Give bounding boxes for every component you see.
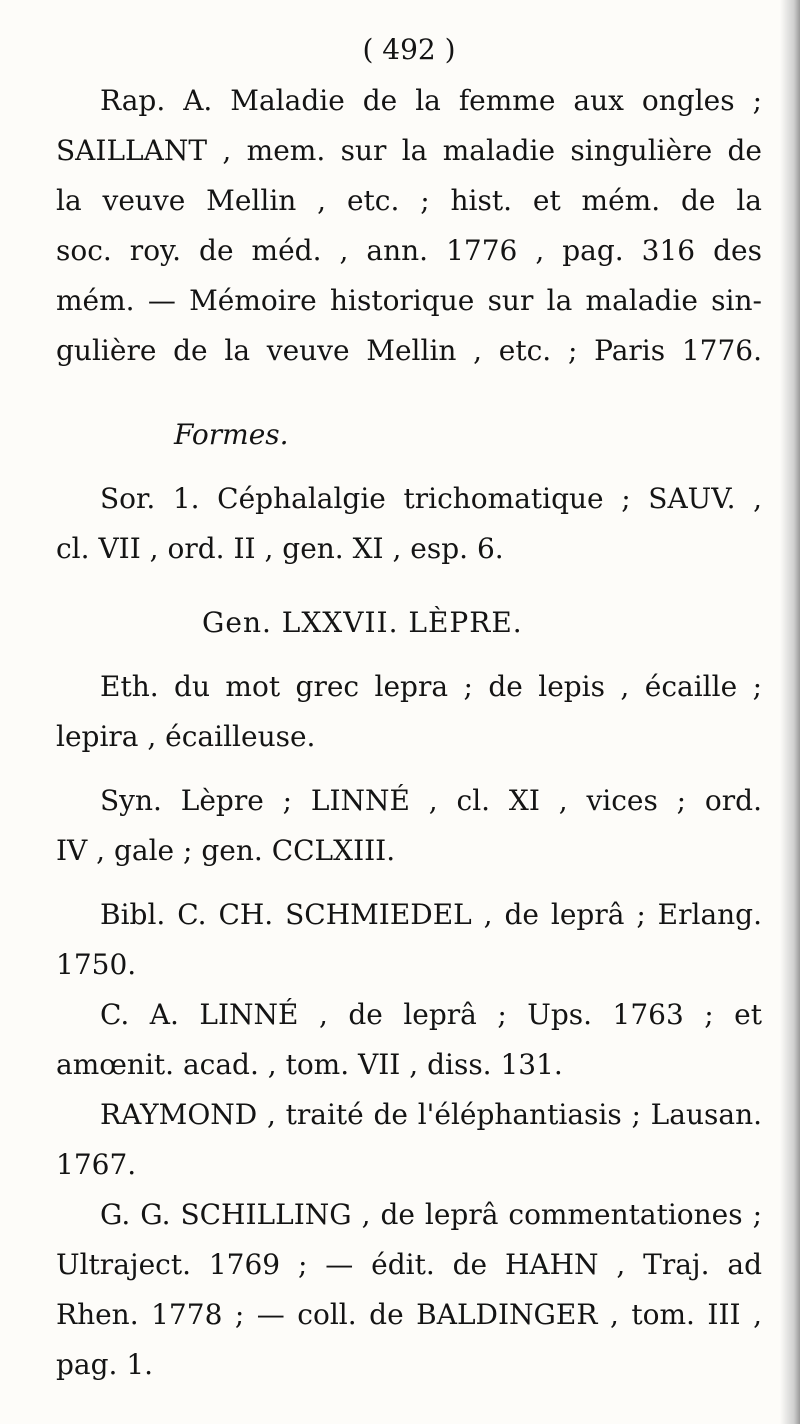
text-line: Rhen. 1778 ; — coll. de BALDINGER , tom. III , [56,1298,762,1331]
page-text [56,24,762,1390]
text-line: C. A. LINNÉ , de leprâ ; Ups. 1763 ; et [100,998,762,1031]
text-line: Ultraject. 1769 ; — édit. de HAHN , Traj. ad [56,1248,762,1281]
text-line: Sor. 1. Céphalalgie trichomatique ; SAUV. , [100,482,762,515]
text-line: amœnit. acad. , tom. VII , diss. 131. [56,1048,563,1081]
text-line: gulière de la veuve Mellin , etc. ; Paris 1776. [56,334,762,367]
formes-heading: Formes. [174,418,289,451]
text-line: soc. roy. de méd. , ann. 1776 , pag. 316 des [56,234,762,267]
text-line: RAYMOND , traité de l'éléphantiasis ; Lausan. [100,1098,762,1131]
page-number: ( 492 ) [362,33,456,66]
text-line: lepira , écailleuse. [56,720,316,753]
text-line: Bibl. C. CH. SCHMIEDEL , de leprâ ; Erlang. [100,898,762,931]
page-edge-shadow [780,0,800,1424]
text-line: la veuve Mellin , etc. ; hist. et mém. de la [56,184,762,217]
text-line: Syn. Lèpre ; LINNÉ , cl. XI , vices ; ord. [100,784,762,817]
text-line: 1767. [56,1148,137,1181]
text-line: mém. — Mémoire historique sur la maladie sin- [56,284,762,317]
text-line: IV , gale ; gen. CCLXIII. [56,834,396,867]
text-line: G. G. SCHILLING , de leprâ commentationes ; [100,1198,762,1231]
text-line: cl. VII , ord. II , gen. XI , esp. 6. [56,532,504,565]
genus-heading: Gen. LXXVII. LÈPRE. [202,606,523,639]
text-line: SAILLANT , mem. sur la maladie singulière de [56,134,762,167]
text-line: 1750. [56,948,137,981]
text-line: Eth. du mot grec lepra ; de lepis , écaille ; [100,670,762,703]
section-heading [56,410,762,460]
text-line: pag. 1. [56,1348,154,1381]
text-line: Rap. A. Maladie de la femme aux ongles ; [100,84,762,117]
